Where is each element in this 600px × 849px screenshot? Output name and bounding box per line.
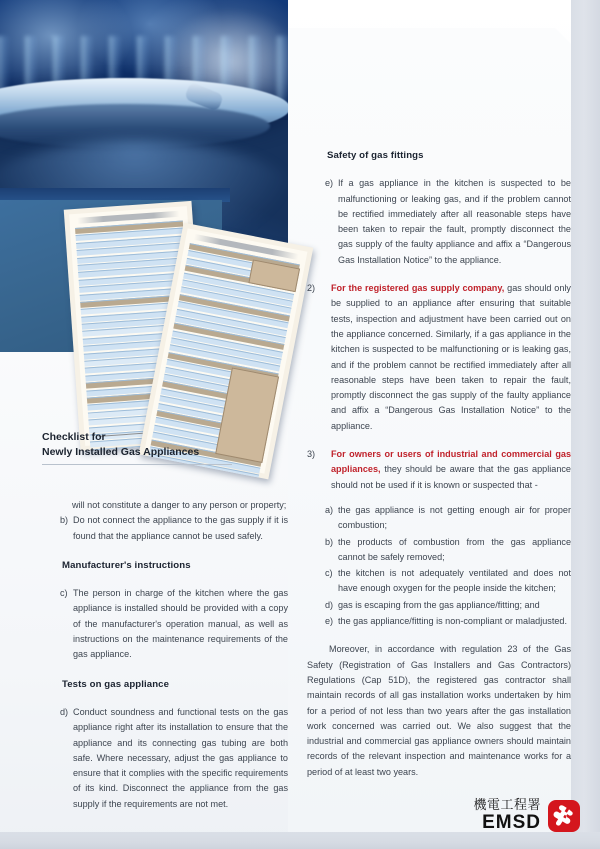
list-item-text: The person in charge of the kitchen where the gas appliance is installed should be provided with a copy of the manufacturer's operation manual, as well as instructions on the maintenance requirements of the gas appliance.: [73, 588, 288, 660]
spacer: [307, 630, 571, 642]
list-item-text: gas should only be supplied to an appliance after ensuring that suitable tests, inspection and adjustment have been carried out on the appliance concerned. Similarly, if a gas appliance in the kitchen is suspected to be malfunctioning or is leaking gas, and if the problem cannot be rectified immediately after all reasonable steps have been taken to repair the fault, promptly disconnect the gas supply of the faulty appliance and affix a “Dangerous Gas Installation Notice” to the appliance.: [331, 283, 571, 431]
list-item: [307, 447, 571, 493]
list-item: [307, 566, 571, 597]
list-item-text: they should be aware that the gas appliance should not be used if it is known or suspected that -: [331, 464, 571, 490]
list-marker: d): [325, 599, 334, 610]
list-item: [307, 535, 571, 566]
spacer: [307, 269, 571, 281]
closing-paragraph: Moreover, in accordance with regulation 23 of the Gas Safety (Registration of Gas Installers and Gas Contractors) Regulations (Cap 51D), the registered gas contractor shall maintain records of all gas installation works undertaken by him for a period of not less than two years after the gas installation work concerned was carried out. We also suggest that the industrial and commercial gas appliance owners should maintain records of the relevant inspection and maintenance works for a period of at least two years.: [307, 644, 571, 777]
list-item-text: the kitchen is not adequately ventilated and does not have enough oxygen for the people inside the kitchen;: [338, 568, 571, 594]
checklist-forms-photo: [72, 205, 288, 467]
list-item-text: the products of combustion from the gas appliance cannot be safely removed;: [338, 536, 571, 562]
emsd-wrench-mark: [548, 800, 580, 832]
emsd-english-name: EMSD: [482, 812, 541, 833]
continued-line: will not constitute a danger to any person or property;: [72, 500, 287, 510]
list-item-lead: For owners or users of industrial and commercial gas appliances,: [331, 449, 571, 475]
list-item-text: If a gas appliance in the kitchen is suspected to be malfunctioning or leaking gas, and if the problem cannot be rectified immediately after all reasonable steps have been taken to repair the fault, promptly disconnect the gas supply of the faulty appliance and affix a “Dangerous Gas Installation Notice” to the appliance.: [338, 178, 571, 265]
spacer: [307, 435, 571, 447]
list-item: [307, 614, 571, 629]
list-marker: e): [325, 178, 334, 189]
heading-manufacturer-instructions: Manufacturer's instructions: [62, 559, 191, 571]
heading-safety-of-gas-fittings: Safety of gas fittings: [327, 150, 424, 161]
list-item-text: the gas appliance/fitting is non-compliant or maladjusted.: [338, 616, 567, 627]
list-item: [42, 513, 288, 544]
list-item: [42, 705, 288, 812]
spacer: [307, 494, 571, 503]
list-item: [307, 598, 571, 613]
caption-rule: [42, 464, 232, 465]
list-item: [307, 281, 571, 434]
list-item: [42, 586, 288, 662]
list-marker: 2): [307, 283, 316, 294]
list-marker: c): [325, 568, 333, 579]
list-item-text: gas is escaping from the gas appliance/fitting; and: [338, 599, 540, 610]
right-text-column: [307, 148, 571, 781]
emsd-chinese-name: 機電工程署: [473, 798, 541, 813]
list-marker: b): [325, 536, 334, 547]
heading-tests-on-gas-appliance: Tests on gas appliance: [62, 678, 170, 690]
list-marker: a): [325, 504, 334, 515]
list-marker: 3): [307, 449, 316, 460]
caption-line-2: Newly Installed Gas Appliances: [42, 446, 200, 458]
list-marker: d): [60, 706, 69, 717]
list-marker: e): [325, 616, 334, 627]
list-marker: b): [60, 515, 69, 526]
list-item-text: Do not connect the appliance to the gas supply if it is found that the appliance cannot be used safely.: [73, 515, 288, 541]
caption-line-1: Checklist for: [42, 431, 106, 443]
list-item-lead: For the registered gas supply company,: [331, 283, 505, 294]
list-item-text: the gas appliance is not getting enough air for proper combustion;: [338, 504, 571, 531]
left-text-column: [42, 498, 288, 813]
list-item-text: Conduct soundness and functional tests on the gas appliance right after its installation to ensure that the appliance and its connecting gas tubing are both safe. Where necessary, adjust the gas appliance to ensure that it complies with the specific requirements of its kind. Disconnect the appliance from the gas supply if the requirements are not met.: [73, 706, 288, 809]
list-marker: c): [60, 588, 68, 599]
list-item: [307, 176, 571, 268]
emsd-logo: [455, 798, 577, 842]
figure-caption: [42, 430, 242, 460]
list-item: [307, 503, 571, 534]
right-edge-band: [571, 0, 600, 849]
